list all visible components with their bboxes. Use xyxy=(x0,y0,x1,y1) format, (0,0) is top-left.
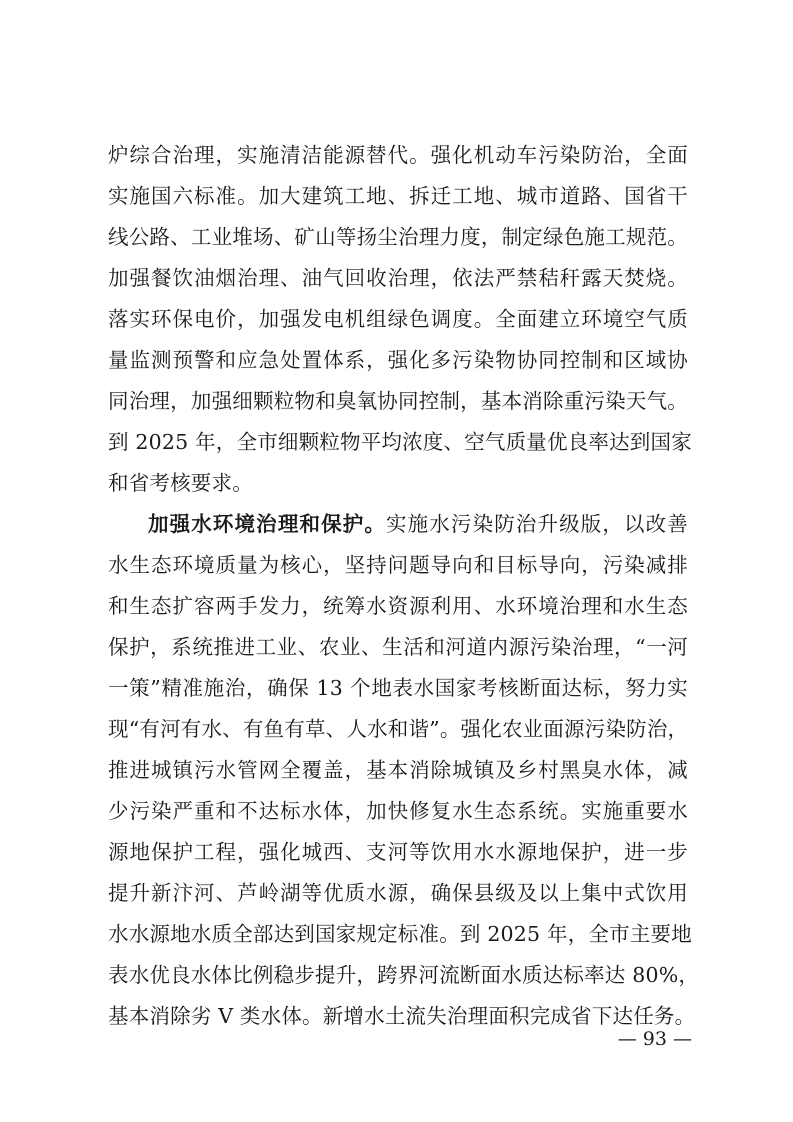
text-line: 少污染严重和不达标水体，加快修复水生态系统。实施重要水 xyxy=(108,799,688,823)
text-line: 一策”精准施治，确保 13 个地表水国家考核断面达标，努力实 xyxy=(108,676,688,700)
text-line: 加强餐饮油烟治理、油气回收治理，依法严禁秸秆露天焚烧。 xyxy=(108,266,688,290)
text-line: 水水源地水质全部达到国家规定标准。到 2025 年，全市主要地 xyxy=(108,922,692,946)
text-line: 水生态环境质量为核心，坚持问题导向和目标导向，污染减排 xyxy=(108,553,688,577)
text-line: 同治理，加强细颗粒物和臭氧协同控制，基本消除重污染天气。 xyxy=(108,389,688,413)
text-line: 推进城镇污水管网全覆盖，基本消除城镇及乡村黑臭水体，减 xyxy=(108,758,688,782)
text-line: 落实环保电价，加强发电机组绿色调度。全面建立环境空气质 xyxy=(108,307,688,331)
page-number: — 93 — xyxy=(617,1028,692,1050)
text-line: 和省考核要求。 xyxy=(108,471,253,495)
text-run: 实施水污染防治升级版，以改善 xyxy=(386,512,688,536)
text-line: 提升新汴河、芦岭湖等优质水源，确保县级及以上集中式饮用 xyxy=(108,881,688,905)
text-line: 表水优良水体比例稳步提升，跨界河流断面水质达标率达 80%， xyxy=(108,963,700,987)
text-line: 到 2025 年，全市细颗粒物平均浓度、空气质量优良率达到国家 xyxy=(108,430,692,454)
paragraph-first-line xyxy=(148,506,688,542)
text-line: 源地保护工程，强化城西、支河等饮用水水源地保护，进一步 xyxy=(108,840,688,864)
text-line: 炉综合治理，实施清洁能源替代。强化机动车污染防治，全面 xyxy=(108,143,688,167)
text-line: 量监测预警和应急处置体系，强化多污染物协同控制和区域协 xyxy=(108,348,688,372)
text-line: 和生态扩容两手发力，统筹水资源利用、水环境治理和水生态 xyxy=(108,594,688,618)
text-line: 线公路、工业堆场、矿山等扬尘治理力度，制定绿色施工规范。 xyxy=(108,225,688,249)
text-line: 保护，系统推进工业、农业、生活和河道内源污染治理，“一河 xyxy=(108,635,688,659)
paragraph-heading: 加强水环境治理和保护。 xyxy=(148,512,387,536)
text-line: 基本消除劣 V 类水体。新增水土流失治理面积完成省下达任务。 xyxy=(108,1004,696,1028)
text-line: 现“有河有水、有鱼有草、人水和谐”。强化农业面源污染防治， xyxy=(108,717,689,741)
text-line: 实施国六标准。加大建筑工地、拆迁工地、城市道路、国省干 xyxy=(108,184,688,208)
